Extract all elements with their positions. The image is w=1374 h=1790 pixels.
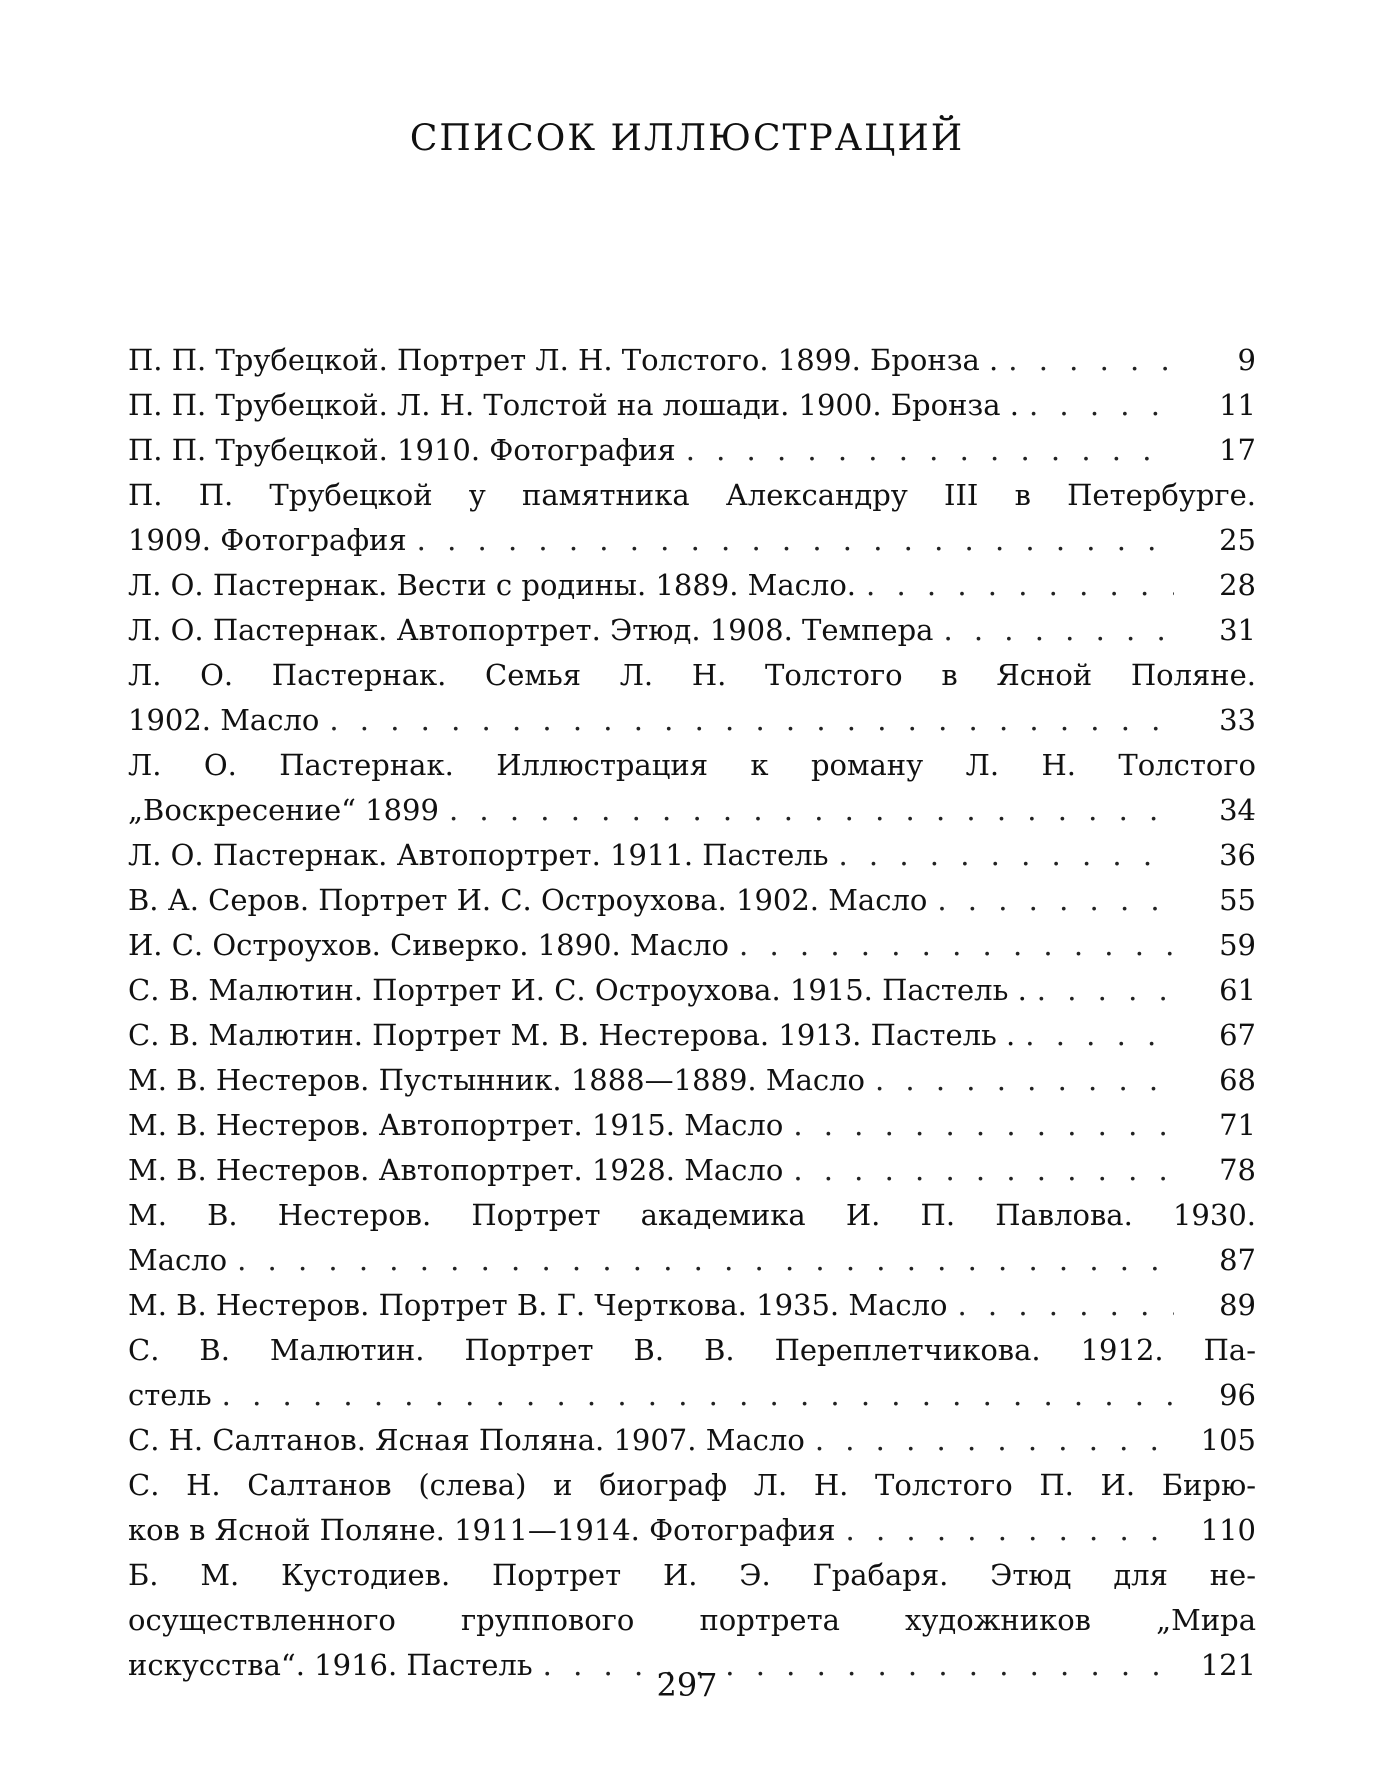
entry-text-line: С. В. Малютин. Портрет И. С. Остроухова. 1915. Пастель . <box>128 973 1027 1007</box>
entry-text-line: И. С. Остроухов. Сиверко. 1890. Масло <box>128 928 730 962</box>
toc-entry <box>128 1013 1256 1058</box>
entry-page-number: 87 <box>1219 1243 1256 1277</box>
entry-text-line: П. П. Трубецкой. Портрет Л. Н. Толстого. 1899. Бронза . <box>128 343 999 377</box>
entry-text-line: Л. О. Пастернак. Вести с родины. 1889. Масло. <box>128 568 857 602</box>
entry-page-number: 68 <box>1219 1063 1256 1097</box>
entry-page-number: 96 <box>1219 1378 1256 1412</box>
entry-text-line: Л. О. Пастернак. Семья Л. Н. Толстого в Ясной Поляне. <box>128 658 1256 692</box>
entry-text-line: С. Н. Салтанов (слева) и биограф Л. Н. Толстого П. И. Бирю- <box>128 1468 1256 1502</box>
toc-entry <box>128 968 1256 1013</box>
entry-text-line: „Воскресение“ 1899 <box>128 793 439 827</box>
entry-text-line: Масло <box>128 1243 228 1277</box>
dot-leader <box>937 878 1174 923</box>
entry-text-line: М. В. Нестеров. Пустынник. 1888—1889. Масло <box>128 1063 865 1097</box>
toc-entry <box>128 1193 1256 1283</box>
entry-text-line: М. В. Нестеров. Автопортрет. 1915. Масло <box>128 1108 784 1142</box>
entry-page-number: 105 <box>1200 1423 1256 1457</box>
entry-text-line: П. П. Трубецкой. Л. Н. Толстой на лошади. 1900. Бронза . <box>128 388 1019 422</box>
page-number: 297 <box>656 1666 718 1704</box>
toc-entry <box>128 608 1256 653</box>
dot-leader <box>1037 968 1174 1013</box>
entry-text-line: П. П. Трубецкой у памятника Александру III в Петербурге. <box>128 478 1256 512</box>
dot-leader <box>222 1373 1174 1418</box>
entry-page-number: 59 <box>1219 928 1256 962</box>
entry-page-number: 11 <box>1219 388 1256 422</box>
dot-leader <box>449 788 1174 833</box>
entry-page-number: 17 <box>1219 433 1256 467</box>
toc-entry <box>128 563 1256 608</box>
dot-leader <box>739 923 1174 968</box>
entry-page-number: 25 <box>1219 523 1256 557</box>
dot-leader <box>846 1508 1174 1553</box>
dot-leader <box>957 1283 1174 1328</box>
entry-text-line: Б. М. Кустодиев. Портрет И. Э. Грабаря. Этюд для не- <box>128 1558 1256 1592</box>
entry-text-line: М. В. Нестеров. Портрет академика И. П. Павлова. 1930. <box>128 1198 1256 1232</box>
entry-text-line: искусства“. 1916. Пастель <box>128 1648 533 1682</box>
toc-entry <box>128 1463 1256 1553</box>
dot-leader <box>1029 383 1174 428</box>
entry-page-number: 121 <box>1200 1648 1256 1682</box>
dot-leader <box>943 608 1174 653</box>
entry-text-line: Л. О. Пастернак. Автопортрет. 1911. Пастель <box>128 838 829 872</box>
entry-page-number: 61 <box>1219 973 1256 1007</box>
dot-leader <box>793 1148 1174 1193</box>
entry-text-line: М. В. Нестеров. Портрет В. Г. Черткова. 1935. Масло <box>128 1288 948 1322</box>
entry-text-line: ков в Ясной Поляне. 1911—1914. Фотография <box>128 1513 836 1547</box>
toc-entry <box>128 1418 1256 1463</box>
entry-text-line: 1909. Фотография <box>128 523 407 557</box>
entry-text-line: С. В. Малютин. Портрет В. В. Переплетчикова. 1912. Па- <box>128 1333 1256 1367</box>
entry-text-line: С. В. Малютин. Портрет М. В. Нестерова. 1913. Пастель . <box>128 1018 1016 1052</box>
dot-leader <box>1025 1013 1174 1058</box>
toc-entry <box>128 428 1256 473</box>
toc-entry <box>128 1103 1256 1148</box>
entry-page-number: 67 <box>1219 1018 1256 1052</box>
toc-entry <box>128 743 1256 833</box>
entry-page-number: 34 <box>1219 793 1256 827</box>
toc-entry <box>128 1328 1256 1418</box>
entry-page-number: 71 <box>1219 1108 1256 1142</box>
toc-entry <box>128 338 1256 383</box>
entry-page-number: 89 <box>1219 1288 1256 1322</box>
entry-page-number: 31 <box>1219 613 1256 647</box>
entry-text-line: М. В. Нестеров. Автопортрет. 1928. Масло <box>128 1153 784 1187</box>
entry-page-number: 78 <box>1219 1153 1256 1187</box>
dot-leader <box>417 518 1174 563</box>
dot-leader <box>329 698 1174 743</box>
entry-text-line: 1902. Масло <box>128 703 320 737</box>
page-title: СПИСОК ИЛЛЮСТРАЦИЙ <box>409 118 965 159</box>
dot-leader <box>686 428 1174 473</box>
dot-leader <box>815 1418 1174 1463</box>
entry-page-number: 33 <box>1219 703 1256 737</box>
dot-leader <box>793 1103 1174 1148</box>
toc-entry <box>128 1058 1256 1103</box>
entry-text-line: В. А. Серов. Портрет И. С. Остроухова. 1902. Масло <box>128 883 928 917</box>
entry-text-line: С. Н. Салтанов. Ясная Поляна. 1907. Масло <box>128 1423 805 1457</box>
entry-page-number: 9 <box>1237 343 1256 377</box>
entry-text-line: П. П. Трубецкой. 1910. Фотография <box>128 433 676 467</box>
entry-page-number: 28 <box>1219 568 1256 602</box>
toc-entry <box>128 878 1256 923</box>
dot-leader <box>839 833 1175 878</box>
toc-entry <box>128 833 1256 878</box>
dot-leader <box>875 1058 1174 1103</box>
toc-entry <box>128 923 1256 968</box>
toc-entry <box>128 653 1256 743</box>
toc-entry <box>128 1283 1256 1328</box>
toc-entry <box>128 383 1256 428</box>
toc-entry <box>128 1148 1256 1193</box>
dot-leader <box>1008 338 1174 383</box>
entry-page-number: 55 <box>1219 883 1256 917</box>
entry-page-number: 110 <box>1200 1513 1256 1547</box>
entry-text-line: Л. О. Пастернак. Иллюстрация к роману Л. Н. Толстого <box>128 748 1256 782</box>
entry-page-number: 36 <box>1219 838 1256 872</box>
entry-text-line: Л. О. Пастернак. Автопортрет. Этюд. 1908. Темпера <box>128 613 934 647</box>
entry-text-line: стель <box>128 1378 212 1412</box>
toc-entry <box>128 473 1256 563</box>
entry-text-line: осуществленного группового портрета художников „Мира <box>128 1603 1256 1637</box>
dot-leader <box>237 1238 1174 1283</box>
illustration-list <box>128 338 1256 1688</box>
dot-leader <box>866 563 1174 608</box>
